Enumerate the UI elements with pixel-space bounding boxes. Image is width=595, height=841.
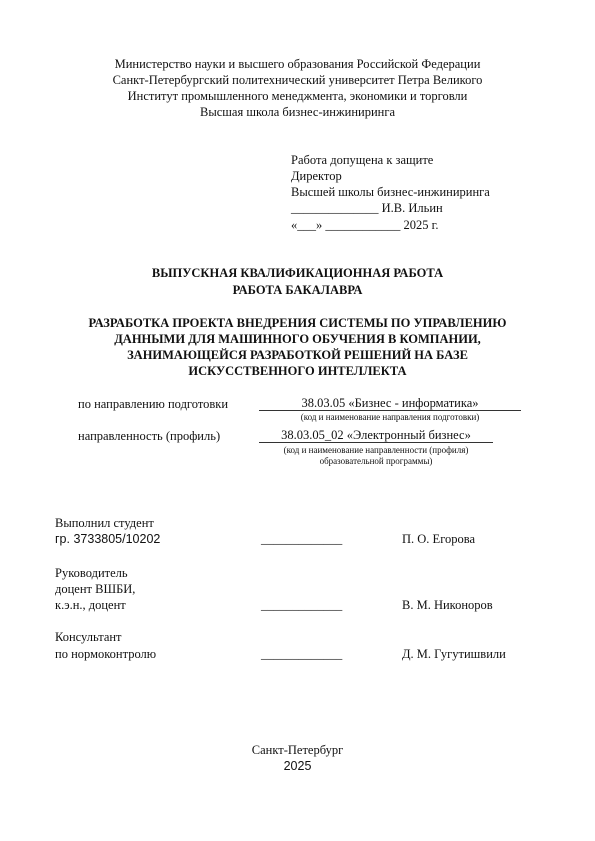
ministry-line: Министерство науки и высшего образования Российской Федерации: [114, 57, 481, 71]
director-line: Директор: [291, 169, 342, 183]
supervisor-signature-blank: _____________: [261, 598, 343, 612]
institute-line: Институт промышленного менеджмента, экономики и торговли: [127, 89, 468, 103]
consultant-role: по нормоконтролю: [55, 647, 157, 661]
topic-line-1: РАЗРАБОТКА ПРОЕКТА ВНЕДРЕНИЯ СИСТЕМЫ ПО УПРАВЛЕНИЮ: [88, 316, 507, 330]
student-group: гр. 3733805/10202: [55, 532, 161, 546]
director-school-line: Высшей школы бизнес-инжиниринга: [291, 185, 490, 199]
footer-city: Санкт-Петербург: [251, 743, 344, 757]
director-signature-line: ______________ И.В. Ильин: [291, 201, 443, 215]
approval-date-line: «___» ____________ 2025 г.: [291, 218, 439, 232]
direction-label: по направлению подготовки: [78, 397, 229, 411]
school-line: Высшая школа бизнес-инжиниринга: [199, 105, 396, 119]
profile-caption-1: (код и наименование направленности (профиля): [283, 445, 469, 455]
topic-line-2: ДАННЫМИ ДЛЯ МАШИННОГО ОБУЧЕНИЯ В КОМПАНИИ,: [114, 332, 481, 346]
profile-underline: [259, 442, 493, 443]
student-label: Выполнил студент: [55, 516, 154, 530]
work-type-subtitle: РАБОТА БАКАЛАВРА: [232, 283, 363, 297]
consultant-signature-blank: _____________: [261, 647, 343, 661]
direction-value: 38.03.05 «Бизнес - информатика»: [301, 396, 479, 410]
student-name: П. О. Егорова: [402, 532, 476, 546]
consultant-label: Консультант: [55, 630, 122, 644]
work-type-title: ВЫПУСКНАЯ КВАЛИФИКАЦИОННАЯ РАБОТА: [151, 266, 444, 280]
supervisor-degree: к.э.н., доцент: [55, 598, 126, 612]
topic-line-3: ЗАНИМАЮЩЕЙСЯ РАЗРАБОТКОЙ РЕШЕНИЙ НА БАЗЕ: [127, 348, 468, 362]
student-signature-blank: _____________: [261, 532, 343, 546]
footer-year: 2025: [283, 759, 312, 773]
consultant-name: Д. М. Гугутишвили: [402, 647, 506, 661]
supervisor-label: Руководитель: [55, 566, 128, 580]
profile-caption-2: образовательной программы): [319, 456, 433, 466]
direction-underline: [259, 410, 521, 411]
topic-line-4: ИСКУССТВЕННОГО ИНТЕЛЛЕКТА: [188, 364, 407, 378]
profile-value: 38.03.05_02 «Электронный бизнес»: [281, 428, 471, 442]
approval-line: Работа допущена к защите: [291, 153, 434, 167]
profile-label: направленность (профиль): [78, 429, 221, 443]
supervisor-name: В. М. Никоноров: [402, 598, 493, 612]
university-line: Санкт-Петербургский политехнический университет Петра Великого: [112, 73, 483, 87]
supervisor-position: доцент ВШБИ,: [55, 582, 136, 596]
direction-caption: (код и наименование направления подготовки): [300, 412, 480, 422]
